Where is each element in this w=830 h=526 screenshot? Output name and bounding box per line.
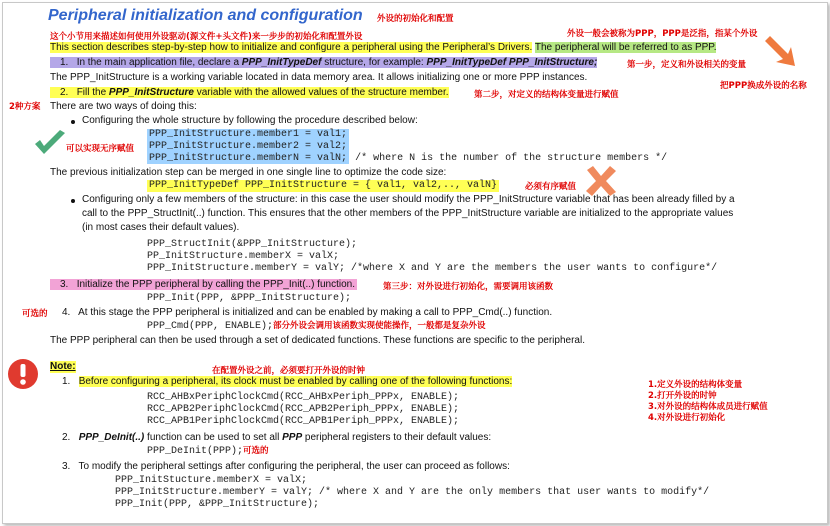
- step1-annotation: 第一步，定义和外设相关的变量: [627, 60, 747, 70]
- summary-1: 1.定义外设的结构体变量: [648, 380, 743, 390]
- summary-4: 4.对外设进行初始化: [648, 413, 726, 423]
- replace-annotation: 把PPP换成外设的名称: [720, 81, 807, 91]
- check-icon: [33, 130, 67, 158]
- clock-code-1: RCC_AHBxPeriphClockCmd(RCC_AHBxPeriph_PPPx, ENABLE);: [147, 392, 460, 403]
- way2-line2: call to the PPP_StructInit(..) function. This ensures that the other members of the PPP_InitStructure variable are initialized to the appropriate values: [82, 208, 734, 219]
- cross-icon: [585, 166, 617, 196]
- note2-post: peripheral registers to their default values:: [302, 432, 492, 443]
- merge-code: PPP_InitTypeDef PPP_InitStructure = { val1, val2,.., valN}: [149, 180, 498, 191]
- code2-line3: PPP_InitStructure.memberY = valY; /*where X and Y are the members the user wants to configure*/: [147, 263, 718, 274]
- note1-number: 1.: [62, 376, 71, 387]
- intro-text: This section describes step-by-step how to initialize and configure a peripheral using the Peripheral’s Drivers.: [50, 42, 533, 53]
- two-ways-tag: 2种方案: [9, 102, 41, 112]
- code3: PPP_Init(PPP, &PPP_InitStructure);: [147, 293, 352, 304]
- way1-text: Configuring the whole structure by following the procedure described below:: [82, 115, 418, 126]
- order-annotation: 必须有序赋值: [525, 182, 577, 192]
- dedicated-text: The PPP peripheral can then be used through a set of dedicated functions. These functions are specific to the peripheral.: [50, 335, 585, 346]
- arrow-icon: [764, 28, 802, 68]
- code1-line2: PPP_InitStructure.member2 = val2;: [149, 141, 348, 152]
- clock-code-2: RCC_APB2PeriphClockCmd(RCC_APB2Periph_PPPx, ENABLE);: [147, 404, 460, 415]
- step3-text: Initialize the PPP peripheral by calling the PPP_Init(..) function.: [76, 279, 355, 290]
- code2-line2: PP_InitStructure.memberX = valX;: [147, 251, 340, 262]
- step2-number: 2.: [60, 87, 69, 98]
- way2-line1: Configuring only a few members of the structure: in this case the user should modify the PPP_InitStructure variable that has been already filled by a: [82, 194, 735, 205]
- step2-post: variable with the allowed values of the structure member.: [193, 87, 449, 98]
- step1-text: In the main application file, declare a: [76, 57, 242, 68]
- code4-code: PPP_Cmd(PPP, ENABLE);: [147, 321, 274, 332]
- note2-number: 2.: [62, 432, 71, 443]
- step1-type: PPP_InitTypeDef: [241, 57, 322, 68]
- code4-annotation: 部分外设会调用该函数实现使能操作，一般都是复杂外设: [273, 321, 486, 331]
- merge-text: The previous initialization step can be merged in one single line to optimize the code size:: [50, 167, 447, 178]
- final-code-1: PPP_InitStucture.memberX = valX;: [115, 475, 308, 486]
- step2-pre: Fill the: [76, 87, 109, 98]
- final-code-3: PPP_Init(PPP, &PPP_InitStructure);: [115, 499, 320, 510]
- deinit-code-text: PPP_DeInit(PPP);: [147, 446, 244, 457]
- step2-line: [50, 87, 449, 99]
- note3-number: 3.: [62, 461, 71, 472]
- note3-text: To modify the peripheral settings after configuring the peripheral, the user can proceed as follows:: [78, 461, 510, 472]
- deinit-code: [147, 446, 269, 458]
- code1-line3: [147, 153, 667, 165]
- code2-line1: PPP_StructInit(&PPP_InitStructure);: [147, 239, 358, 250]
- code1-line3-code: PPP_InitStructure.memberN = valN;: [149, 153, 348, 164]
- deinit-annotation: 可选的: [243, 446, 269, 456]
- note2-mid: function can be used to set all: [144, 432, 283, 443]
- no-order-annotation: 可以实现无序赋值: [66, 144, 135, 154]
- clock-annotation: 在配置外设之前，必须要打开外设的时钟: [212, 366, 366, 376]
- step1-number: 1.: [60, 57, 69, 68]
- step4-number: 4.: [62, 307, 71, 318]
- working-var-text: The PPP_InitStructure is a working variable located in data memory area. It allows initializing one or more PPP instances.: [50, 72, 588, 83]
- step3-annotation: 第三步：对外设进行初始化，需要调用该函数: [383, 282, 554, 292]
- step4-line: [62, 307, 552, 319]
- title-annotation: 外设的初始化和配置: [377, 14, 454, 24]
- page-title: Peripheral initialization and configuration: [48, 7, 363, 24]
- step1-example: PPP_InitTypeDef PPP_InitStructure;: [426, 57, 598, 68]
- two-ways-text: There are two ways of doing this:: [50, 101, 197, 112]
- ppp-reference: The peripheral will be referred to as PPP.: [534, 42, 717, 53]
- note1-text: Before configuring a peripheral, its clock must be enabled by calling one of the following functions:: [78, 376, 513, 387]
- bullet: [71, 120, 75, 124]
- code4: [147, 321, 486, 333]
- clock-code-3: RCC_APB1PeriphClockCmd(RCC_APB1Periph_PPPx, ENABLE);: [147, 416, 460, 427]
- ppp-annotation: 外设一般会被称为PPP，PPP是泛指，指某个外设: [567, 29, 758, 39]
- step3-number: 3.: [60, 279, 69, 290]
- step2-var: PPP_InitStructure: [108, 87, 194, 98]
- summary-3: 3.对外设的结构体成员进行赋值: [648, 402, 768, 412]
- intro-line: [50, 42, 716, 54]
- note2-line: [62, 432, 491, 444]
- code1-line1: PPP_InitStructure.member1 = val1;: [149, 129, 348, 140]
- intro-annotation: 这个小节用来描述如何使用外设驱动(源文件+头文件)来一步步的初始化和配置外设: [50, 32, 363, 42]
- note-label: Note:: [50, 361, 76, 372]
- summary-2: 2.打开外设的时钟: [648, 391, 717, 401]
- note1-line: [62, 376, 512, 388]
- step2-annotation: 第二步，对定义的结构体变量进行赋值: [474, 90, 619, 100]
- optional-tag: 可选的: [22, 309, 48, 319]
- way2-line3: (in most cases their default values).: [82, 222, 240, 233]
- step1-line: [50, 57, 597, 69]
- note3-line: [62, 461, 510, 473]
- bullet: [71, 199, 75, 203]
- note2-ppp: PPP: [282, 432, 303, 443]
- note2-func: PPP_DeInit(..): [78, 432, 145, 443]
- step1-post: structure, for example:: [321, 57, 427, 68]
- step4-text: At this stage the PPP peripheral is initialized and can be enabled by making a call to PPP_Cmd(..) function.: [78, 307, 553, 318]
- step3-line: [50, 279, 357, 291]
- exclamation-icon: [7, 358, 39, 390]
- final-code-2: PPP_InitStructure.memberY = valY; /* where X and Y are the only members that user wants to modify*/: [115, 487, 710, 498]
- code1-comment: /* where N is the number of the structure members */: [355, 153, 668, 164]
